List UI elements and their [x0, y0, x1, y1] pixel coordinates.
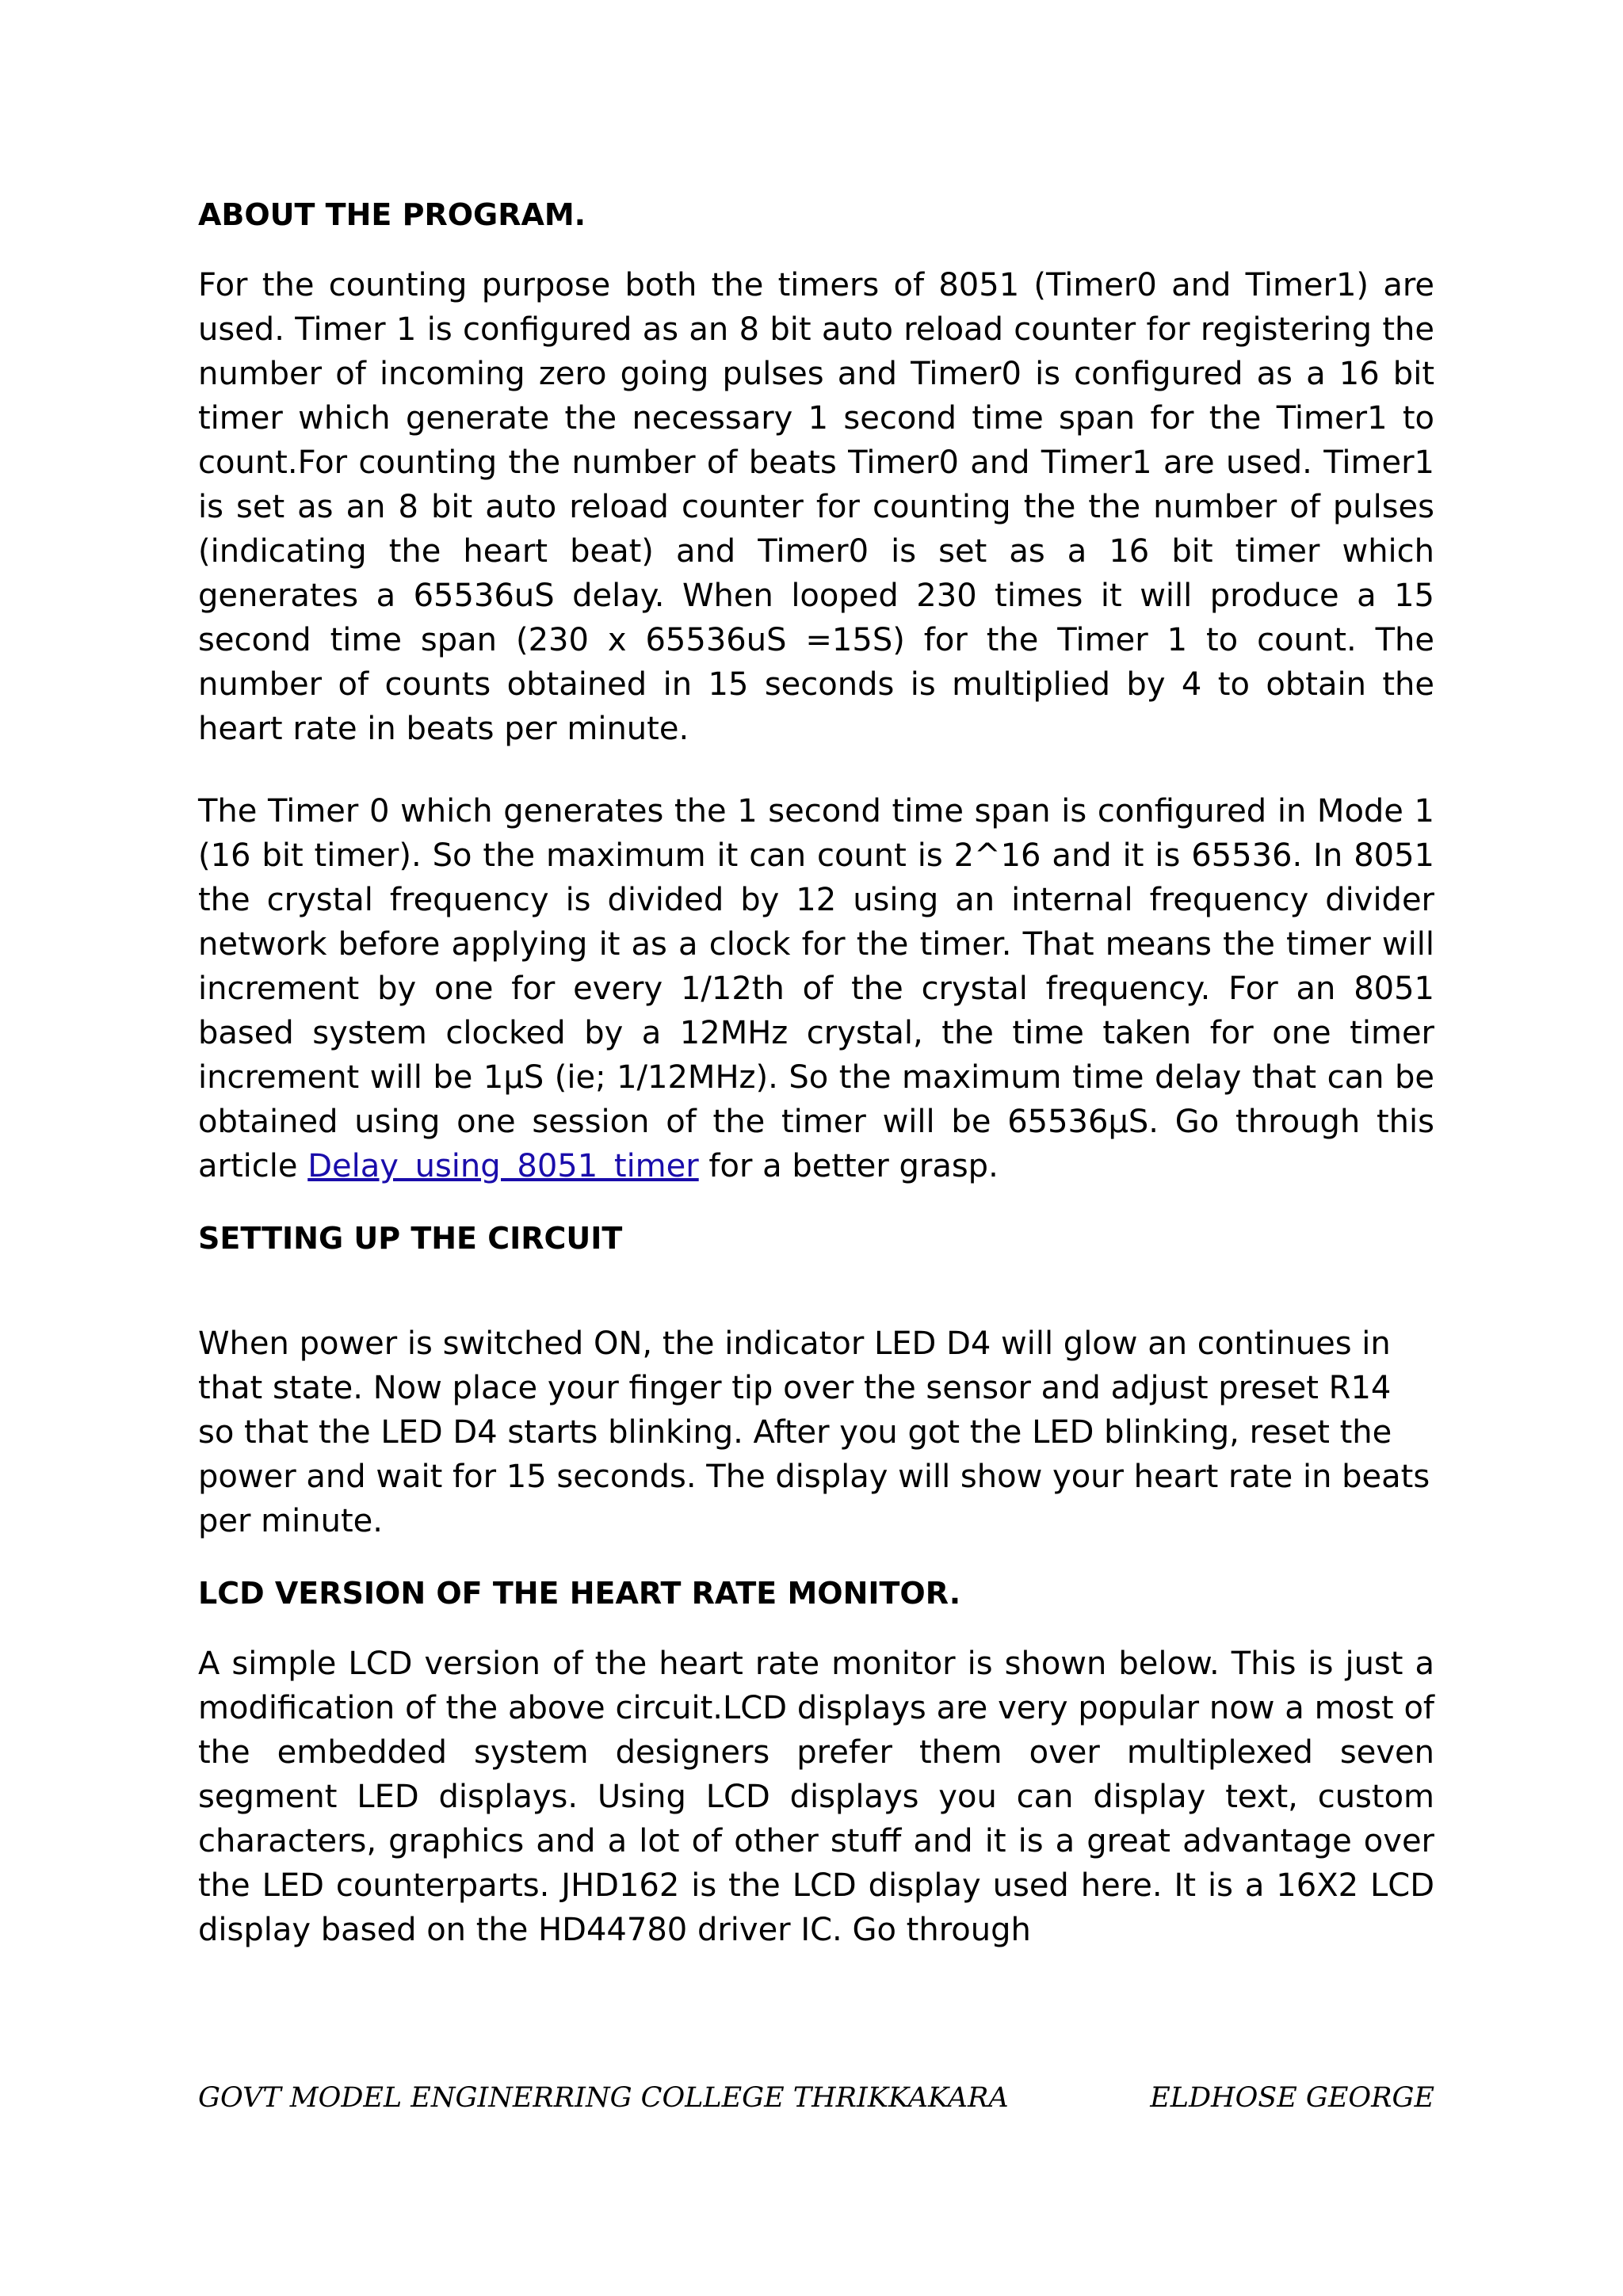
footer-author-name: ELDHOSE GEORGE: [1150, 2082, 1434, 2114]
paragraph-timer0-text: The Timer 0 which generates the 1 second time span is configured in Mode 1 (16 bit timer). So the maximum it can count is 2^16 and it is 65536. In 8051 the crystal frequency is divided by 12 using an internal frequency divider network before applying it as a clock for the timer. That means the timer will increment by one for every 1/12th of the crystal frequency. For an 8051 based system clocked by a 12MHz crystal, the time taken for one timer increment will be 1µS (ie; 1/12MHz). So the maximum time delay that can be obtained using one session of the timer will be 65536µS. Go through this article: [198, 793, 1434, 1184]
paragraph-timer0-mode: [198, 789, 1434, 1188]
delay-article-link[interactable]: Delay using 8051 timer: [307, 1148, 699, 1184]
paragraph-setting-up: When power is switched ON, the indicator LED D4 will glow an continues in that state. Now place your finger tip over the sensor and adjust preset R14 so that the LED D4 starts blinking. After you got the LED blinking, reset the power and wait for 15 seconds. The display will show your heart rate in beats per minute.: [198, 1325, 1430, 1539]
paragraph-timer-counting: For the counting purpose both the timers of 8051 (Timer0 and Timer1) are used. Timer 1 is configured as an 8 bit auto reload counter for registering the number of incoming zero going pulses and Timer0 is configured as a 16 bit timer which generate the necessary 1 second time span for the Timer1 to count.For counting the number of beats Timer0 and Timer1 are used. Timer1 is set as an 8 bit auto reload counter for counting the the number of pulses (indicating the heart beat) and Timer0 is set as a 16 bit timer which generates a 65536uS delay. When looped 230 times it will produce a 15 second time span (230 x 65536uS =15S) for the Timer 1 to count. The number of counts obtained in 15 seconds is multiplied by 4 to obtain the heart rate in beats per minute.: [198, 267, 1434, 747]
section-heading-setting-up-circuit: SETTING UP THE CIRCUIT: [198, 1221, 623, 1256]
page-footer: [198, 2081, 1434, 2115]
section-heading-about-program: ABOUT THE PROGRAM.: [198, 197, 586, 232]
paragraph-timer0-text-end: for a better grasp.: [698, 1148, 999, 1184]
page-content: [198, 195, 1434, 1952]
paragraph-lcd-version: A simple LCD version of the heart rate monitor is shown below. This is just a modification of the above circuit.LCD displays are very popular now a most of the embedded system designers prefer them over multiplexed seven segment LED displays. Using LCD displays you can display text, custom characters, graphics and a lot of other stuff and it is a great advantage over the LED counterparts. JHD162 is the LCD display used here. It is a 16X2 LCD display based on the HD44780 driver IC. Go through: [198, 1646, 1434, 1948]
section-heading-lcd-version: LCD VERSION OF THE HEART RATE MONITOR.: [198, 1576, 961, 1611]
footer-college-name: GOVT MODEL ENGINERRING COLLEGE THRIKKAKARA: [198, 2082, 1009, 2114]
